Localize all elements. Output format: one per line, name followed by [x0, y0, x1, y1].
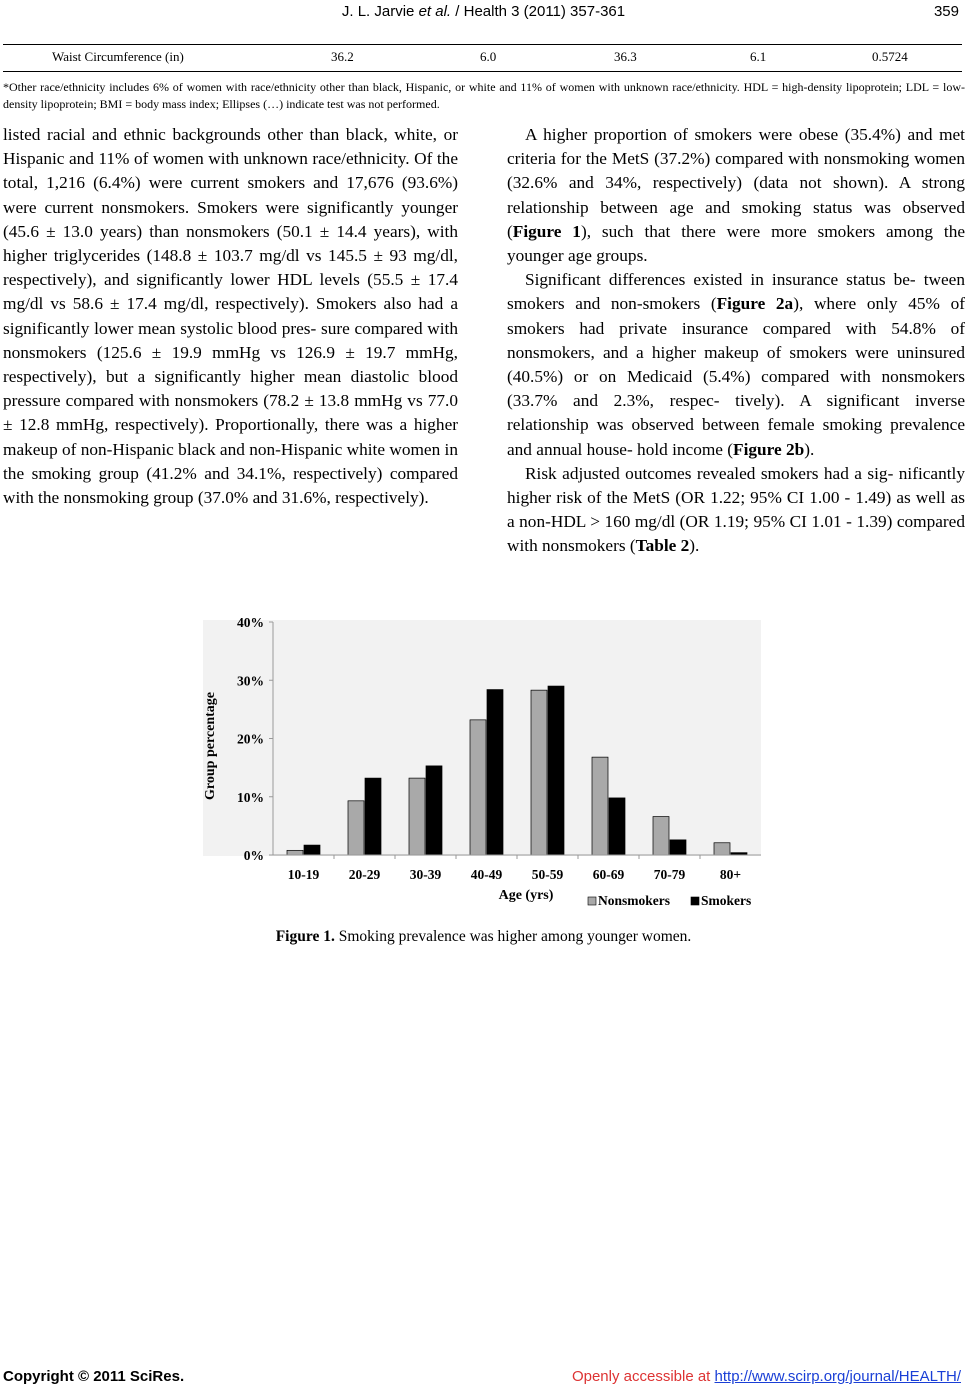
legend-swatch: [588, 897, 596, 905]
x-tick-label: 70-79: [653, 867, 686, 882]
bar-smokers: [548, 686, 564, 855]
x-tick-label: 30-39: [409, 867, 442, 882]
table-row-label: Waist Circumference (in): [52, 49, 184, 64]
figure-caption: [0, 928, 967, 946]
bar-smokers: [487, 690, 503, 855]
paragraph: listed racial and ethnic backgrounds other than black, white, or Hispanic and 11% of women with unknown race/ethnicity. Of the total, 1,216 (6.4%) were current smokers and 17,676 (93.6%) were current nonsmokers. Smokers were significantly younger (45.6 ± 13.0 years) than nonsmokers (50.1 ± 14.4 years), with higher triglycerides (148.8 ± 103.7 mg/dl vs 145.5 ± 93 mg/dl, respectively), and significantly lower HDL levels (55.5 ± 17.4 mg/dl vs 58.6 ± 17.4 mg/dl, respectively). Smokers also had a significantly lower mean systolic blood pres- sure compared with nonsmokers (125.6 ± 19.9 mmHg vs 126.9 ± 19.7 mmHg, respectively), but a significantly higher mean diastolic blood pressure compared with nonsmokers (78.2 ± 13.8 mmHg vs 77.0 ± 12.8 mmHg, respectively). Proportionally, there was a higher makeup of non-Hispanic black and non-Hispanic white women in the smoking group (41.2% and 34.1%, respectively) compared with the nonsmoking group (37.0% and 31.6%, respectively).: [3, 125, 458, 508]
bar-chart-svg: [195, 608, 775, 918]
legend-label: Nonsmokers: [598, 893, 671, 908]
bar-nonsmokers: [409, 778, 425, 855]
bar-nonsmokers: [714, 843, 730, 855]
table-cell: 6.0: [480, 49, 497, 64]
figure-2b-ref: Figure 2b: [733, 439, 805, 459]
table-cell: 6.1: [750, 49, 767, 64]
bar-nonsmokers: [348, 801, 364, 855]
left-column: [3, 123, 458, 510]
y-tick-label: 20%: [237, 731, 264, 747]
bar-smokers: [670, 840, 686, 855]
open-access-notice: Openly accessible at http://www.scirp.org/journal/HEALTH/: [571, 1368, 961, 1385]
table-cell: 36.2: [331, 49, 354, 64]
table-footnote: *Other race/ethnicity includes 6% of women with race/ethnicity other than black, Hispanic, or white and 11% of women with unknown race/ethnicity. HDL = high-density lipoprotein; LDL = low-density lipoprotein; BMI = body mass index; Ellipses (…) indicate test was not performed.: [3, 80, 965, 111]
bar-smokers: [609, 798, 625, 855]
x-axis-label: Age (yrs): [498, 888, 554, 903]
bar-nonsmokers: [653, 817, 669, 855]
bar-nonsmokers: [592, 757, 608, 855]
running-title-journal: / Health 3 (2011) 357-361: [451, 3, 626, 20]
x-tick-label: 10-19: [287, 867, 320, 882]
bar-smokers: [304, 845, 320, 855]
table-cell: 0.5724: [872, 49, 908, 64]
figure-2a-ref: Figure 2a: [716, 294, 794, 314]
x-tick-label: 40-49: [470, 867, 503, 882]
table-bottom-rule: [3, 71, 962, 72]
table-top-rule: [3, 44, 962, 45]
figure-caption-label: Figure 1.: [275, 928, 335, 945]
bar-nonsmokers: [287, 850, 303, 855]
legend-swatch: [691, 897, 699, 905]
right-column: [507, 123, 965, 559]
running-title: [0, 3, 967, 20]
figure-caption-text: Smoking prevalence was higher among younger women.: [334, 928, 692, 945]
figure-1-chart: [195, 608, 775, 918]
y-tick-label: 30%: [237, 673, 264, 689]
x-tick-label: 50-59: [531, 867, 564, 882]
legend-label: Smokers: [701, 893, 752, 908]
x-tick-label: 80+: [719, 867, 742, 882]
table-cell: 36.3: [614, 49, 637, 64]
paragraph: Risk adjusted outcomes revealed smokers had a sig- nificantly higher risk of the MetS (OR 1.22; 95% CI 1.00 - 1.49) as well as a non-HDL > 160 mg/dl (OR 1.19; 95% CI 1.01 - 1.39) compared with nonsmokers (Table 2).: [507, 463, 965, 556]
running-title-authors: J. L. Jarvie: [341, 3, 419, 20]
running-title-etal: et al.: [418, 3, 452, 20]
y-axis-label: Group percentage: [203, 692, 218, 800]
copyright-notice: Copyright © 2011 SciRes.: [3, 1368, 185, 1385]
x-tick-label: 20-29: [348, 867, 381, 882]
bar-nonsmokers: [531, 690, 547, 855]
x-tick-label: 60-69: [592, 867, 625, 882]
figure-1-ref: Figure 1: [512, 221, 581, 241]
journal-link[interactable]: http://www.scirp.org/journal/HEALTH/: [714, 1368, 961, 1385]
y-tick-label: 0%: [243, 848, 264, 863]
bar-smokers: [426, 766, 442, 855]
paragraph: A higher proportion of smokers were obese (35.4%) and met criteria for the MetS (37.2%) compared with nonsmoking women (32.6% and 34%, respectively) (data not shown). A strong relationship between age and smoking status was observed (Figure 1), such that there were more smokers among the younger age groups.: [507, 125, 966, 266]
y-tick-label: 40%: [237, 615, 264, 630]
bar-nonsmokers: [470, 720, 486, 855]
paragraph: Significant differences existed in insurance status be- tween smokers and non-smokers (Figure 2a), where only 45% of smokers had private insurance compared with 54.8% of nonsmokers, and a higher makeup of smokers were uninsured (40.5%) or on Medicaid (5.4%) compared with nonsmokers (33.7% and 2.3%, respec- tively). A significant inverse relationship was observed between female smoking prevalence and annual house- hold income (Figure 2b).: [507, 270, 965, 459]
bar-smokers: [365, 778, 381, 855]
y-tick-label: 10%: [237, 789, 264, 805]
page-number: 359: [933, 3, 959, 20]
table-2-ref: Table 2: [635, 536, 690, 556]
